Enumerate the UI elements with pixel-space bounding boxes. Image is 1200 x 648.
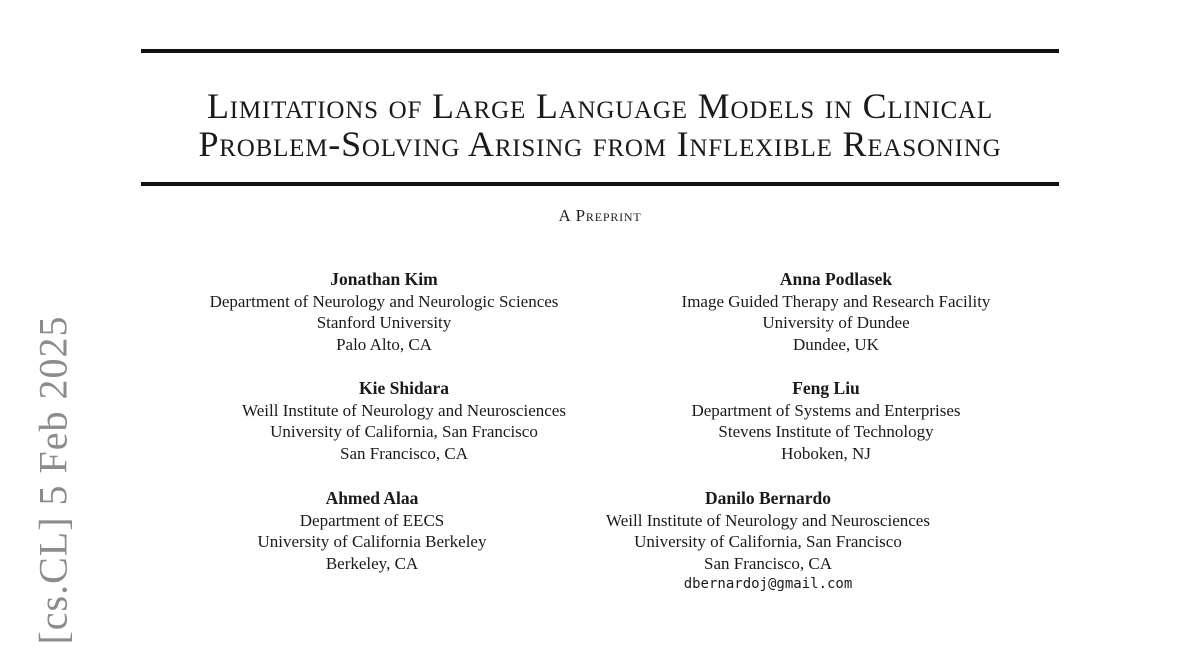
paper-title-line-1: Limitations of Large Language Models in Clinical xyxy=(207,86,993,126)
author-name: Danilo Bernardo xyxy=(705,488,831,508)
paper-title-line-2: Problem-Solving Arising from Inflexible Reasoning xyxy=(198,124,1002,164)
author-block-alaa xyxy=(200,488,544,574)
author-name: Anna Podlasek xyxy=(779,269,893,289)
author-institution: Stanford University xyxy=(316,313,452,332)
arxiv-side-stamp: [cs.CL] 5 Feb 2025 xyxy=(30,315,76,645)
author-institution: University of California, San Francisco xyxy=(270,422,538,441)
author-department: Image Guided Therapy and Research Facility xyxy=(681,291,991,311)
title-rule-top xyxy=(141,49,1059,53)
author-block-shidara xyxy=(194,378,614,464)
author-email[interactable]: dbernardoj@gmail.com xyxy=(683,576,853,592)
author-name: Kie Shidara xyxy=(359,378,449,398)
author-name: Ahmed Alaa xyxy=(325,488,419,508)
author-location: Hoboken, NJ xyxy=(781,443,871,463)
author-location: San Francisco, CA xyxy=(340,443,468,463)
author-location: Berkeley, CA xyxy=(325,553,419,573)
author-department: Department of Systems and Enterprises xyxy=(691,400,961,420)
author-department: Department of EECS xyxy=(299,510,445,530)
author-block-kim xyxy=(167,269,601,355)
author-block-podlasek xyxy=(636,269,1036,355)
author-department: Weill Institute of Neurology and Neurosciences xyxy=(242,400,566,420)
author-institution: University of Dundee xyxy=(762,313,910,332)
author-block-bernardo xyxy=(548,488,988,596)
preprint-label: A Preprint xyxy=(558,206,642,225)
author-department: Weill Institute of Neurology and Neurosciences xyxy=(606,510,930,530)
author-block-liu xyxy=(626,378,1026,464)
author-department: Department of Neurology and Neurologic Sciences xyxy=(209,291,559,311)
author-location: Dundee, UK xyxy=(793,334,879,354)
title-rule-bottom xyxy=(141,182,1059,186)
author-institution: University of California Berkeley xyxy=(257,532,487,551)
author-location: San Francisco, CA xyxy=(704,553,832,573)
author-institution: University of California, San Francisco xyxy=(634,532,902,551)
author-name: Jonathan Kim xyxy=(330,269,438,289)
author-location: Palo Alto, CA xyxy=(336,334,432,354)
author-institution: Stevens Institute of Technology xyxy=(718,422,934,441)
author-name: Feng Liu xyxy=(792,378,860,398)
